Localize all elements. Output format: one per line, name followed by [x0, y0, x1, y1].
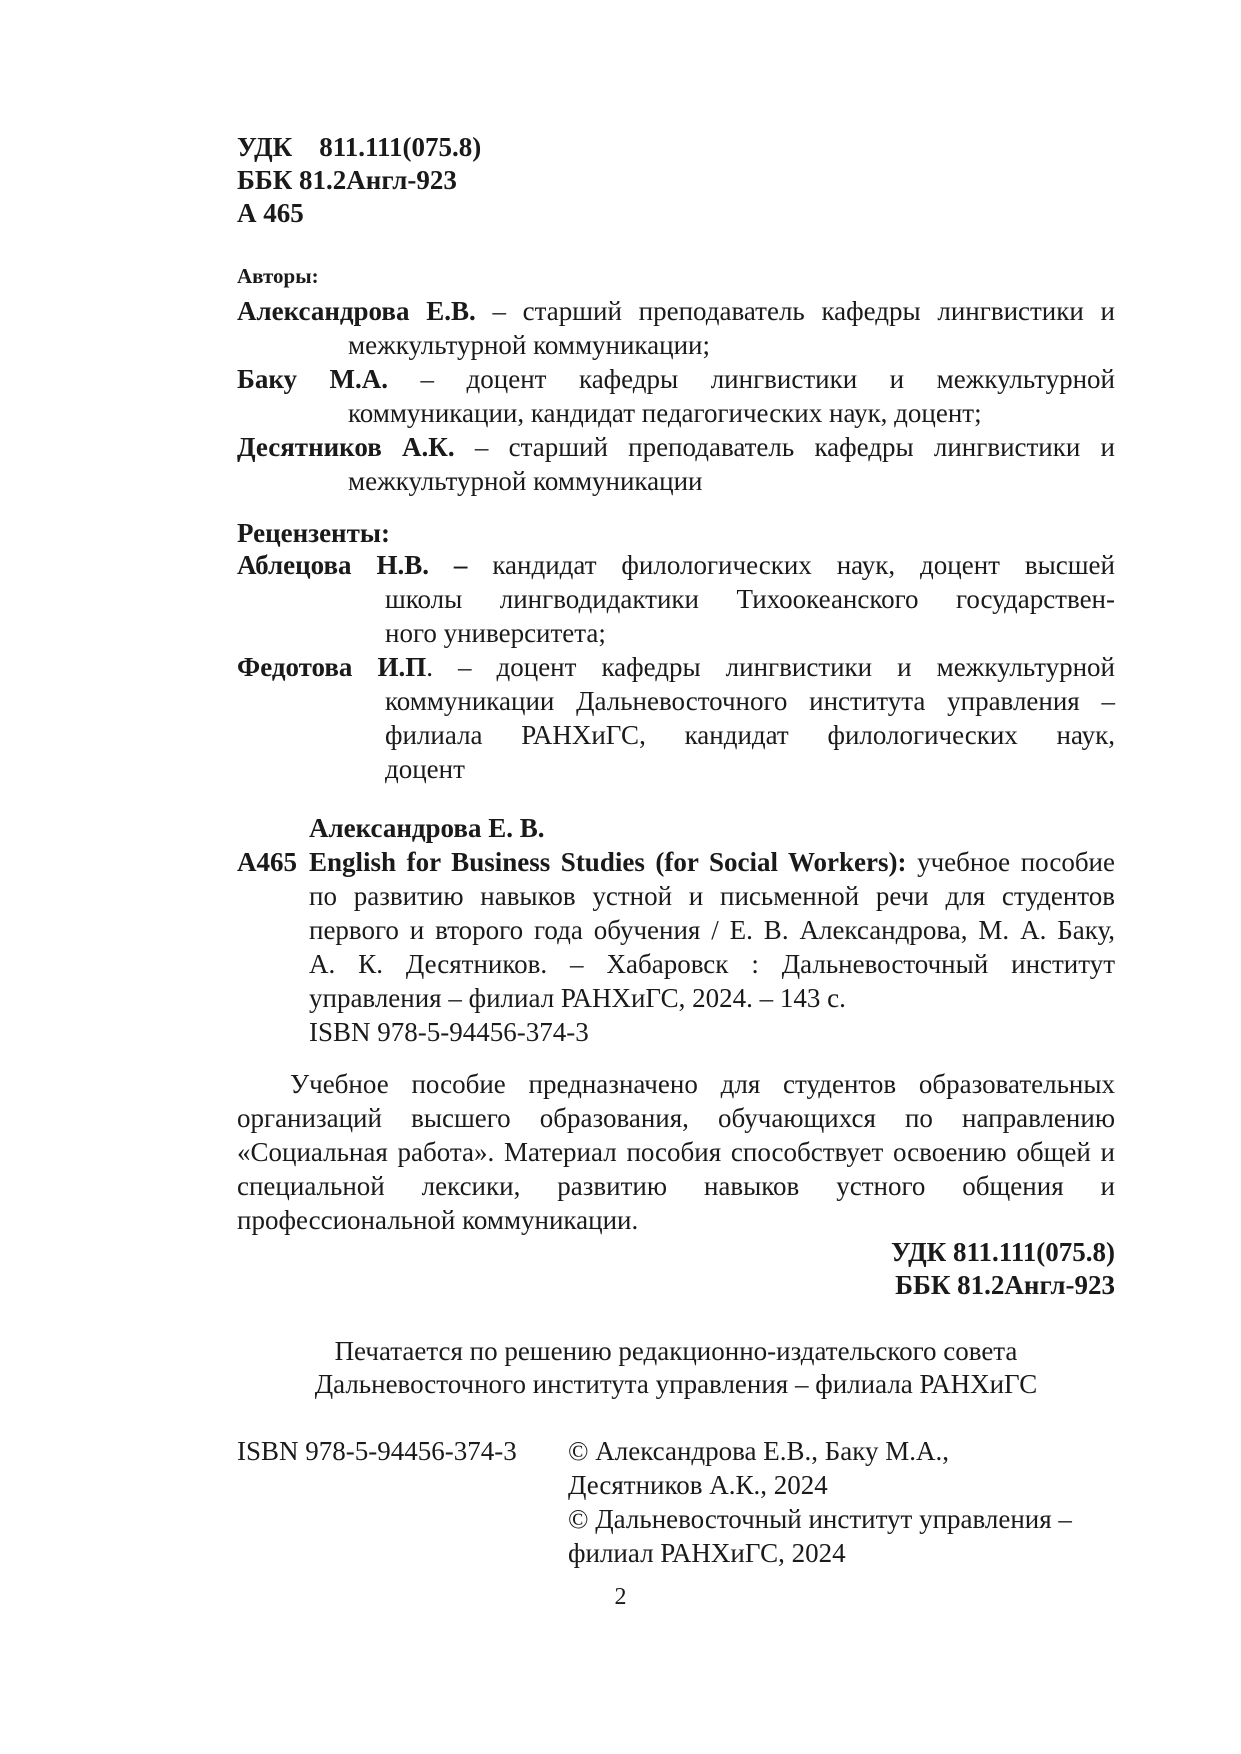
author-role-continued: межкультурной коммуникации	[348, 466, 703, 496]
bib-code: А465	[237, 847, 297, 877]
reviewer-role-continued: доцент	[385, 754, 465, 784]
reviewer-role-continued: школы лингводидактики Тихоокеанского государствен-	[385, 584, 1115, 614]
print-note-line: Дальневосточного института управления – филиала РАНХиГС	[314, 1369, 1038, 1399]
udk-code-right: УДК 811.111(075.8)	[890, 1237, 1115, 1267]
author-role: – доцент кафедры лингвистики и межкультурной	[388, 364, 1115, 394]
author-mark: А 465	[237, 198, 304, 228]
udk-code: УДК 811.111(075.8)	[237, 132, 482, 162]
bbk-code-right: ББК 81.2Англ-923	[895, 1270, 1115, 1300]
bib-author: Александрова Е. В.	[309, 813, 545, 843]
authors-heading: Авторы:	[237, 264, 319, 288]
copyright-line: Десятников А.К., 2024	[568, 1470, 828, 1500]
bib-isbn: ISBN 978-5-94456-374-3	[309, 1017, 589, 1047]
copyright-line: филиал РАНХиГС, 2024	[568, 1538, 846, 1568]
reviewer-role: кандидат филологических наук, доцент высшей	[467, 550, 1115, 580]
bib-line: первого и второго года обучения / Е. В. Александрова, М. А. Баку,	[309, 915, 1115, 945]
copyright-line: © Александрова Е.В., Баку М.А.,	[568, 1436, 950, 1466]
abstract-paragraph: Учебное пособие предназначено для студентов образовательных организаций высшего образования, обучающихся по направлению «Социальная работа». Материал пособия способствует освоению общей и специальной лексики, развитию навыков устного общения и профессиональной коммуникации.	[237, 1069, 1115, 1235]
author-name: Десятников А.К.	[237, 432, 455, 462]
print-note-line: Печатается по решению редакционно-издательского совета	[334, 1336, 1018, 1366]
bbk-code: ББК 81.2Англ-923	[237, 165, 457, 195]
reviewer-role-continued: коммуникации Дальневосточного института управления –	[385, 686, 1115, 716]
author-role-continued: коммуникации, кандидат педагогических наук, доцент;	[348, 398, 982, 428]
authors-list	[237, 294, 1115, 498]
reviewer-role-continued: филиала РАНХиГС, кандидат филологических наук,	[385, 720, 1115, 750]
bib-line: А. К. Десятников. – Хабаровск : Дальневосточный институт	[309, 949, 1115, 979]
author-entry	[237, 430, 1115, 498]
author-name: Баку М.А.	[237, 364, 389, 394]
reviewers-heading: Рецензенты:	[237, 518, 390, 548]
author-role-continued: межкультурной коммуникации;	[348, 330, 710, 360]
print-note	[237, 1335, 1115, 1401]
author-entry	[237, 362, 1115, 430]
bib-title: English for Business Studies (for Social Workers):	[309, 847, 907, 877]
reviewer-entry	[237, 650, 1115, 786]
bib-title-line	[237, 845, 1115, 879]
reviewer-role-continued: ного университета;	[385, 618, 606, 648]
copyright-line: © Дальневосточный институт управления –	[568, 1504, 1072, 1534]
reviewer-role: . – доцент кафедры лингвистики и межкультурной	[426, 652, 1115, 682]
bib-title-rest: учебное пособие	[906, 847, 1115, 877]
reviewer-name: Федотова И.П	[237, 652, 427, 682]
author-role: – старший преподаватель кафедры лингвистики и	[475, 296, 1115, 326]
page-number: 2	[614, 1584, 627, 1610]
bib-line: по развитию навыков устной и письменной речи для студентов	[309, 881, 1115, 911]
author-role: – старший преподаватель кафедры лингвистики и	[454, 432, 1116, 462]
copyright-block	[237, 1434, 1115, 1570]
reviewer-entry	[237, 548, 1115, 650]
reviewers-list	[237, 548, 1115, 786]
bibliographic-record	[237, 811, 1115, 1049]
copyright-isbn: ISBN 978-5-94456-374-3	[237, 1436, 517, 1466]
reviewer-name: Аблецова Н.В. –	[237, 550, 468, 580]
classification-codes	[237, 131, 1115, 230]
classification-codes-right	[237, 1236, 1115, 1302]
author-name: Александрова Е.В.	[237, 296, 476, 326]
author-entry	[237, 294, 1115, 362]
bib-line: управления – филиал РАНХиГС, 2024. – 143 с.	[309, 983, 846, 1013]
